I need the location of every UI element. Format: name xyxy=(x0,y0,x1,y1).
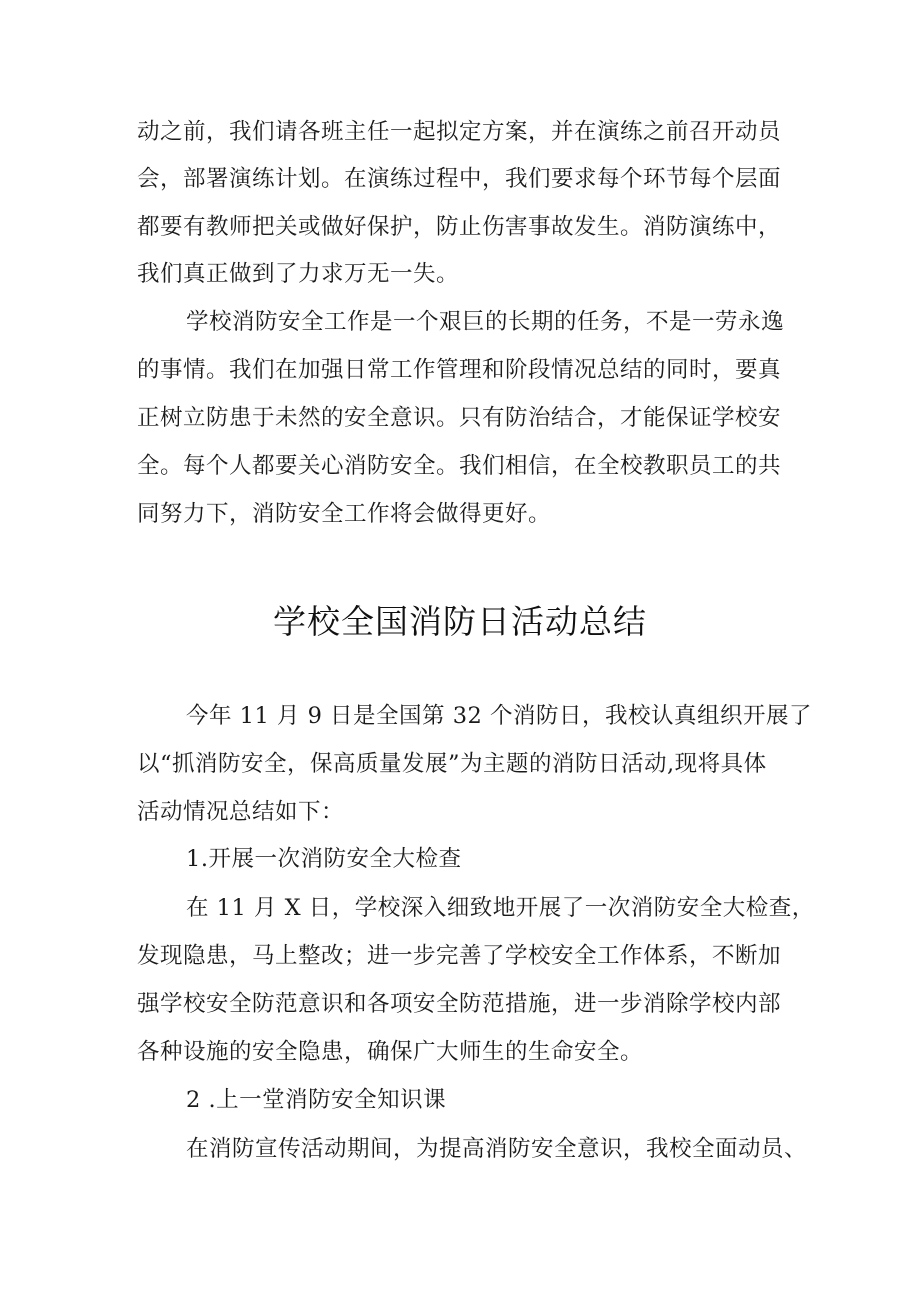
paragraph-line: 动之前，我们请各班主任一起拟定方案，并在演练之前召开动员 xyxy=(137,119,782,145)
paragraph-line: 正树立防患于未然的安全意识。只有防治结合，才能保证学校安 xyxy=(137,405,782,431)
paragraph-line: 发现隐患，马上整改；进一步完善了学校安全工作体系，不断加 xyxy=(137,943,782,969)
paragraph-line: 在消防宣传活动期间，为提高消防安全意识，我校全面动员、 xyxy=(186,1136,808,1162)
paragraph-line: 的事情。我们在加强日常工作管理和阶段情况总结的同时，要真 xyxy=(137,357,782,383)
paragraph-line: 学校消防安全工作是一个艰巨的长期的任务，不是一劳永逸 xyxy=(186,309,785,335)
document-title: 学校全国消防日活动总结 xyxy=(273,602,647,641)
paragraph-line: 以“抓消防安全，保高质量发展”为主题的消防日活动,现将具体 xyxy=(137,751,767,777)
paragraph-line: 强学校安全防范意识和各项安全防范措施，进一步消除学校内部 xyxy=(137,991,782,1017)
section-heading: 2 .上一堂消防安全知识课 xyxy=(186,1087,447,1113)
paragraph-line: 会，部署演练计划。在演练过程中，我们要求每个环节每个层面 xyxy=(137,166,782,192)
paragraph-line: 我们真正做到了力求万无一失。 xyxy=(137,261,460,287)
paragraph-line: 都要有教师把关或做好保护，防止伤害事故发生。消防演练中， xyxy=(137,214,782,240)
section-heading: 1.开展一次消防安全大检查 xyxy=(186,846,462,872)
paragraph-line: 全。每个人都要关心消防安全。我们相信，在全校教职员工的共 xyxy=(137,453,782,479)
paragraph-line: 活动情况总结如下： xyxy=(137,799,345,825)
paragraph-line: 同努力下，消防安全工作将会做得更好。 xyxy=(137,501,552,527)
paragraph-line: 今年 11 月 9 日是全国第 32 个消防日，我校认真组织开展了 xyxy=(186,703,812,729)
paragraph-line: 在 11 月 X 日，学校深入细致地开展了一次消防安全大检查， xyxy=(186,895,815,921)
paragraph-line: 各种设施的安全隐患，确保广大师生的生命安全。 xyxy=(137,1039,644,1065)
